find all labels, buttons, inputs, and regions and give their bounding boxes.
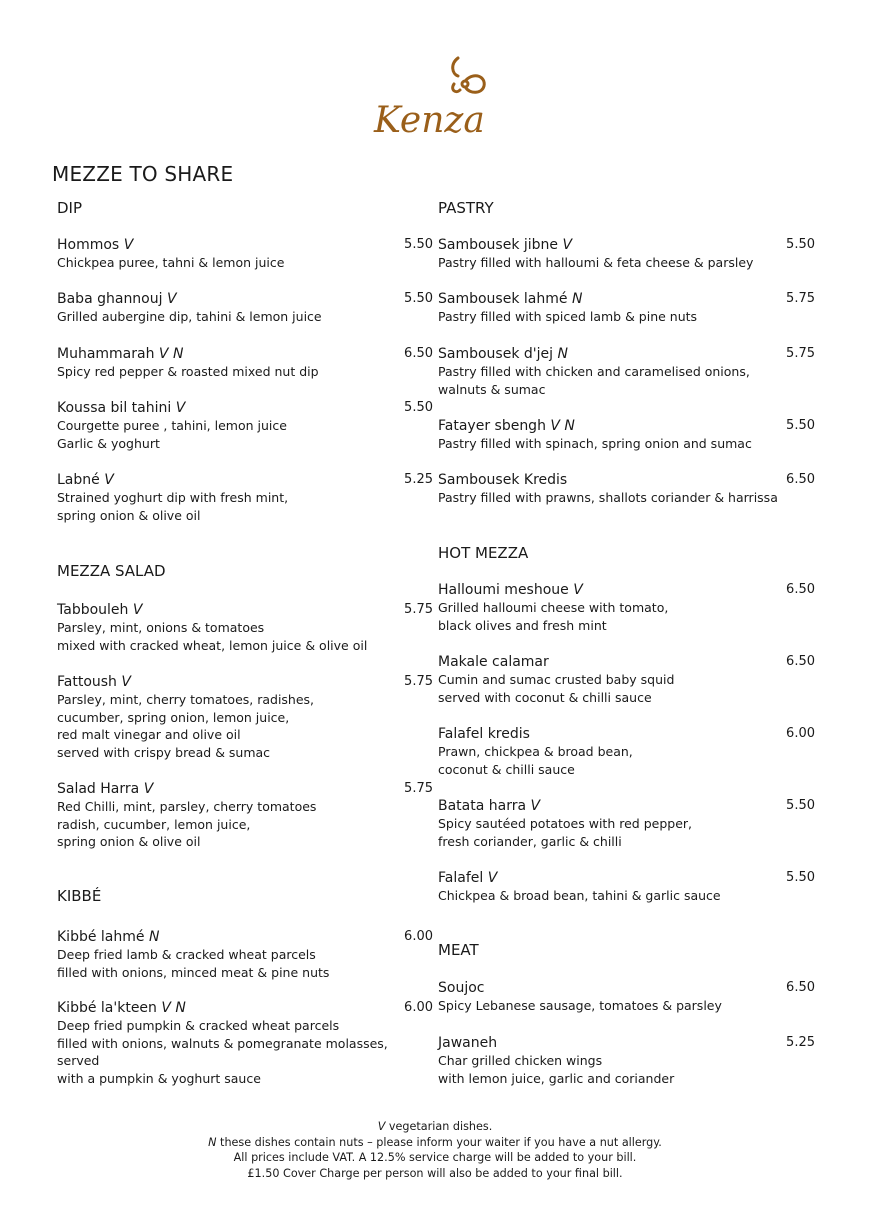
menu-item-sambousek-jibne [438, 236, 815, 272]
menu-item-labne [57, 471, 433, 524]
item-description: Red Chilli, mint, parsley, cherry tomatoes [57, 799, 317, 814]
menu-item-halloumi-meshoue [438, 581, 815, 634]
item-description: Spicy red pepper & roasted mixed nut dip [57, 364, 319, 379]
item-description: Chickpea puree, tahni & lemon juice [57, 255, 285, 270]
item-description: filled with onions, walnuts & pomegranate molasses, served [57, 1035, 388, 1068]
item-diet-tags: N [557, 346, 568, 362]
item-diet-tags: V [562, 237, 573, 253]
item-description: cucumber, spring onion, lemon juice, [57, 709, 290, 725]
item-description: walnuts & sumac [438, 381, 546, 397]
page-title: MEZZE TO SHARE [52, 162, 234, 186]
item-description: Parsley, mint, cherry tomatoes, radishes, [57, 692, 315, 707]
section-heading-meat: MEAT [438, 941, 479, 959]
item-description: spring onion & olive oil [57, 507, 201, 523]
item-description: Grilled halloumi cheese with tomato, [438, 600, 669, 615]
item-price: 5.75 [786, 346, 815, 361]
menu-item-sambousek-lahme [438, 290, 815, 326]
footer-note: N these dishes contain nuts – please inform your waiter if you have a nut allergy. [208, 1135, 662, 1149]
item-price: 5.50 [404, 237, 433, 252]
item-description: Pastry filled with halloumi & feta cheese & parsley [438, 255, 754, 270]
item-description: mixed with cracked wheat, lemon juice & olive oil [57, 637, 368, 653]
menu-item-fattoush [57, 673, 433, 761]
item-name: Jawaneh [438, 1035, 498, 1051]
item-name: Muhammarah V N [57, 346, 184, 362]
menu-item-hommos [57, 236, 433, 272]
item-price: 5.50 [786, 418, 815, 433]
menu-item-muhammarah [57, 345, 433, 381]
item-price: 5.50 [786, 798, 815, 813]
menu-item-jawaneh [438, 1034, 815, 1087]
item-name: Kibbé la'kteen V N [57, 1000, 186, 1016]
item-name: Baba ghannouj V [57, 291, 177, 307]
item-price: 6.50 [786, 654, 815, 669]
item-name: Halloumi meshoue V [438, 582, 583, 598]
item-price: 5.75 [786, 291, 815, 306]
item-name: Hommos V [57, 237, 134, 253]
item-price: 5.25 [786, 1035, 815, 1050]
item-name: Fattoush V [57, 674, 131, 690]
item-diet-tags: V [530, 798, 541, 814]
item-diet-tags: V N [550, 418, 575, 434]
menu-item-kibbe-la-kteen [57, 999, 433, 1087]
item-name: Salad Harra V [57, 781, 154, 797]
item-name: Koussa bil tahini V [57, 400, 186, 416]
menu-item-soujoc [438, 979, 815, 1015]
item-description: Cumin and sumac crusted baby squid [438, 672, 675, 687]
item-name: Sambousek d'jej N [438, 346, 568, 362]
item-price: 6.50 [786, 472, 815, 487]
item-name: Labné V [57, 472, 114, 488]
item-description: served with crispy bread & sumac [57, 744, 271, 760]
item-name: Sambousek Kredis [438, 472, 568, 488]
menu-footer-notes [0, 1119, 870, 1181]
item-description: Pastry filled with chicken and caramelised onions, [438, 364, 750, 379]
item-diet-tags: V N [158, 346, 184, 362]
item-name: Sambousek lahmé N [438, 291, 583, 307]
item-price: 6.00 [786, 726, 815, 741]
item-description: Spicy sautéed potatoes with red pepper, [438, 816, 692, 831]
item-price: 6.50 [786, 582, 815, 597]
logo-text: Kenza [374, 100, 485, 141]
item-price: 5.50 [786, 870, 815, 885]
item-name: Sambousek jibne V [438, 237, 573, 253]
menu-item-batata-harra [438, 797, 815, 850]
menu-item-baba-ghannouj [57, 290, 433, 326]
item-description: Courgette puree , tahini, lemon juice [57, 418, 287, 433]
item-price: 6.00 [404, 1000, 433, 1015]
item-diet-tags: V [132, 602, 143, 618]
item-description: Char grilled chicken wings [438, 1053, 603, 1068]
item-description: radish, cucumber, lemon juice, [57, 816, 251, 832]
section-heading-dip: DIP [57, 199, 83, 217]
item-description: Grilled aubergine dip, tahini & lemon juice [57, 309, 322, 324]
item-description: Garlic & yoghurt [57, 435, 160, 451]
item-description: served with coconut & chilli sauce [438, 689, 652, 705]
item-description: Pastry filled with prawns, shallots coriander & harrissa [438, 490, 778, 505]
item-price: 5.50 [786, 237, 815, 252]
item-description: Parsley, mint, onions & tomatoes [57, 620, 265, 635]
item-description: Pastry filled with spinach, spring onion and sumac [438, 436, 752, 451]
item-description: Spicy Lebanese sausage, tomatoes & parsley [438, 998, 722, 1013]
menu-item-falafel [438, 869, 815, 905]
item-description: spring onion & olive oil [57, 834, 201, 849]
item-name: Falafel kredis [438, 726, 530, 742]
item-description: with lemon juice, garlic and coriander [438, 1070, 675, 1086]
item-description: filled with onions, minced meat & pine nuts [57, 964, 330, 980]
item-name: Makale calamar [438, 654, 549, 670]
menu-item-koussa-bil-tahini [57, 399, 433, 452]
item-description: Deep fried lamb & cracked wheat parcels [57, 947, 316, 962]
item-price: 6.50 [404, 346, 433, 361]
item-description: Strained yoghurt dip with fresh mint, [57, 490, 289, 505]
item-diet-tags: V [175, 400, 186, 416]
item-description: with a pumpkin & yoghurt sauce [57, 1070, 261, 1086]
item-description: Pastry filled with spiced lamb & pine nuts [438, 309, 698, 324]
item-price: 5.75 [404, 674, 433, 689]
item-diet-tags: V N [161, 1000, 186, 1016]
item-diet-tags: N [571, 291, 583, 307]
item-description: Prawn, chickpea & broad bean, [438, 744, 633, 759]
item-diet-tags: V [166, 291, 177, 307]
item-diet-tags: V [573, 582, 583, 598]
item-name: Batata harra V [438, 798, 541, 814]
menu-item-kibbe-lahme [57, 928, 433, 981]
item-diet-tags: V [123, 237, 134, 253]
item-price: 5.25 [404, 472, 433, 487]
menu-item-makale-calamar [438, 653, 815, 706]
item-price: 6.00 [404, 929, 433, 944]
item-name: Soujoc [438, 980, 485, 996]
footer-note: All prices include VAT. A 12.5% service charge will be added to your bill. [233, 1151, 637, 1164]
menu-item-tabbouleh [57, 601, 433, 654]
kenza-logo [370, 50, 495, 145]
item-diet-tags: V [487, 870, 498, 886]
item-description: black olives and fresh mint [438, 617, 607, 633]
item-price: 5.50 [404, 291, 433, 306]
menu-item-sambousek-d-jej [438, 345, 815, 398]
section-heading-kibbe: KIBBÉ [57, 887, 102, 905]
item-name: Tabbouleh V [57, 602, 143, 618]
item-price: 6.50 [786, 980, 815, 995]
menu-item-fatayer-sbengh [438, 417, 815, 453]
footer-note: V vegetarian dishes. [377, 1120, 493, 1133]
item-price: 5.50 [404, 400, 433, 415]
item-description: coconut & chilli sauce [438, 761, 575, 777]
item-description: Deep fried pumpkin & cracked wheat parcels [57, 1018, 340, 1033]
item-price: 5.75 [404, 602, 433, 617]
item-description: fresh coriander, garlic & chilli [438, 833, 622, 849]
menu-item-falafel-kredis [438, 725, 815, 778]
item-name: Kibbé lahmé N [57, 929, 160, 945]
section-heading-hot-mezza: HOT MEZZA [438, 544, 529, 562]
item-diet-tags: V [121, 674, 131, 690]
item-diet-tags: V [143, 781, 154, 797]
section-heading-mezza-salad: MEZZA SALAD [57, 562, 166, 580]
section-heading-pastry: PASTRY [438, 199, 494, 217]
menu-item-sambousek-kredis [438, 471, 815, 507]
footer-note: £1.50 Cover Charge per person will also be added to your final bill. [247, 1166, 623, 1180]
item-diet-tags: V [104, 472, 114, 488]
item-description: red malt vinegar and olive oil [57, 727, 241, 742]
item-name: Falafel V [438, 870, 498, 886]
item-description: Chickpea & broad bean, tahini & garlic sauce [438, 888, 721, 903]
item-name: Fatayer sbengh V N [438, 418, 575, 434]
item-price: 5.75 [404, 781, 433, 796]
item-diet-tags: N [148, 929, 160, 945]
menu-item-salad-harra [57, 780, 433, 851]
